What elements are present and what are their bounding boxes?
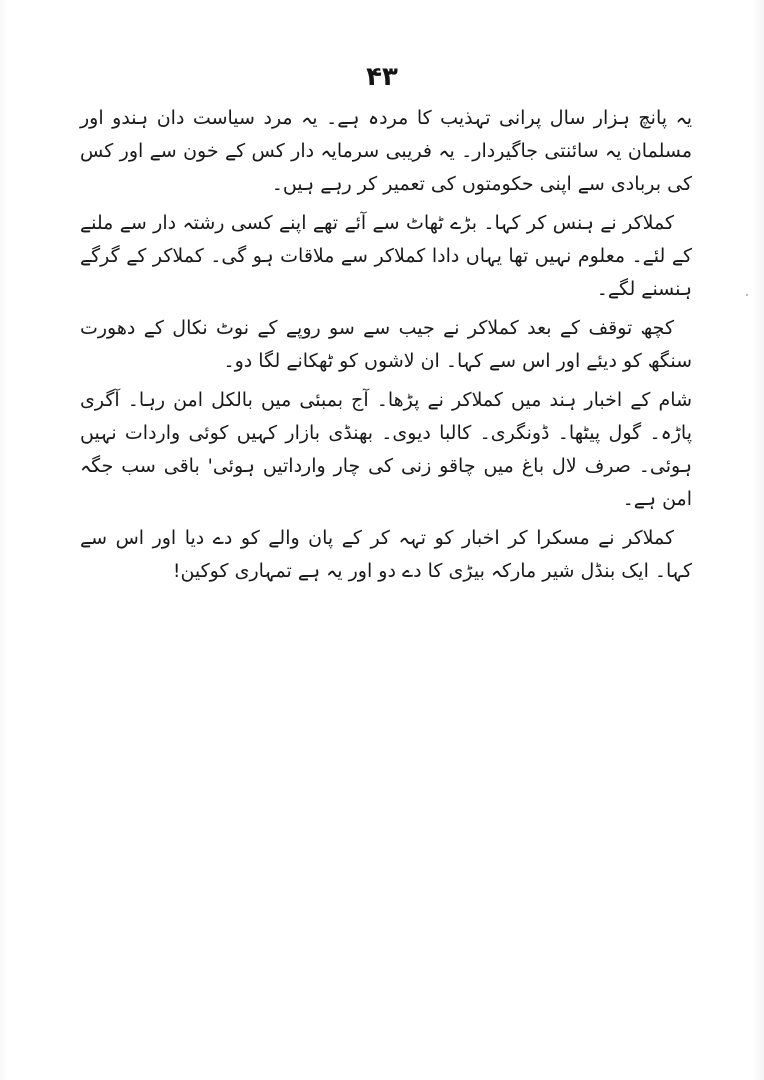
- page-number: ۴۳: [366, 62, 398, 92]
- paragraph: شام کے اخبار ہند میں کملاکر نے پڑھا۔ آج بمبئی میں بالکل امن رہا۔ آگری پاڑہ۔ گول پیٹھا۔ ڈونگری۔ کالبا دیوی۔ بھنڈی بازار کہیں کوئی واردات نہیں ہوئی۔ صرف لال باغ میں چاقو زنی کی چار وارداتیں ہوئی' باقی سب جگہ امن ہے۔: [80, 389, 692, 510]
- margin-speck: [746, 294, 748, 296]
- paragraph: کچھ توقف کے بعد کملاکر نے جیب سے سو روپے کے نوٹ نکال کے دھورت سنگھ کو دیئے اور اس سے کہا۔ ان لاشوں کو ٹھکانے لگا دو۔: [80, 317, 692, 372]
- paragraph: کملاکر نے مسکرا کر اخبار کو تہہ کر کے پان والے کو دے دیا اور اس سے کہا۔ ایک بنڈل شیر مارکہ بیڑی کا دے دو اور یہ ہے تمہاری کوکین!: [80, 527, 692, 582]
- paragraph: یہ پانچ ہزار سال پرانی تہذیب کا مردہ ہے۔ یہ مرد سیاست دان ہندو اور مسلمان یہ سائنتی جاگیردار۔ یہ فریبی سرمایہ دار کس کے خون سے اور کس کی بربادی سے اپنی حکومتوں کی تعمیر کر رہے ہیں۔: [80, 107, 692, 195]
- page-body-text: [80, 102, 692, 588]
- paragraph: کملاکر نے ہنس کر کہا۔ بڑے ٹھاٹ سے آئے تھے اپنے کسی رشتہ دار سے ملنے کے لئے۔ معلوم نہیں تھا یہاں دادا کملاکر سے ملاقات ہو گی۔ کملاکر کے گرگے ہنسنے لگے۔: [80, 212, 692, 300]
